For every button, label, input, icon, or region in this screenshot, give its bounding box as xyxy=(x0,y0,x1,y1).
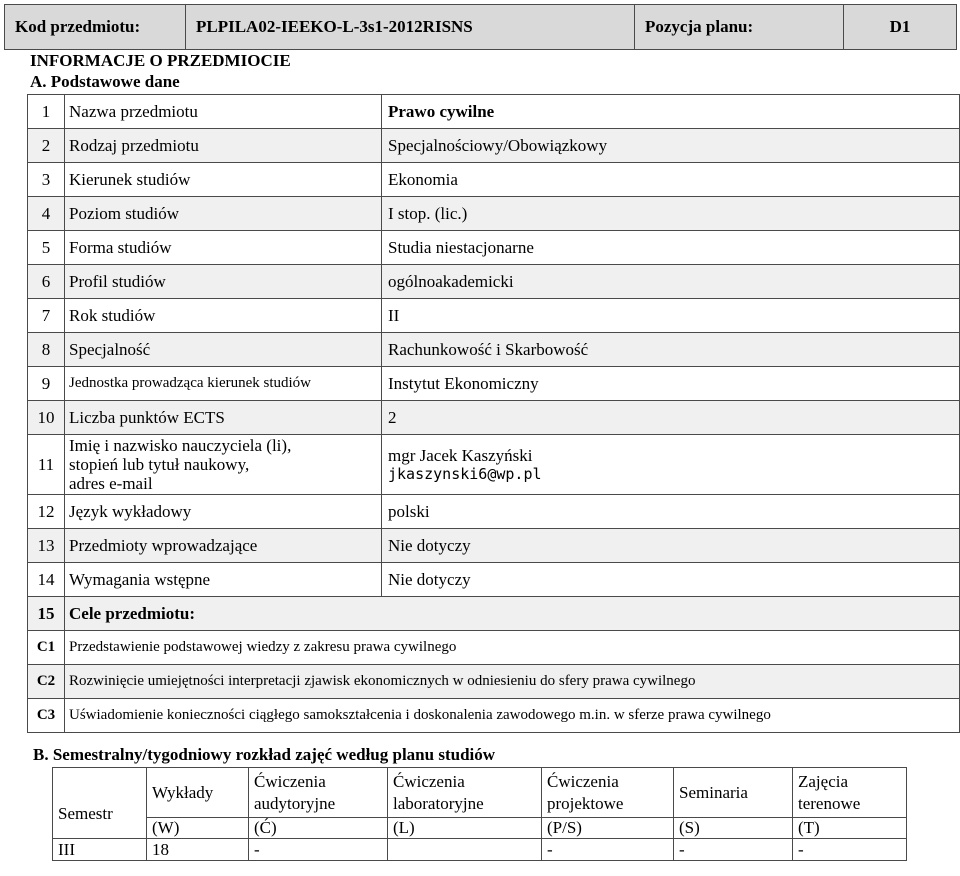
hours-cell: - xyxy=(674,839,793,861)
row-number: 9 xyxy=(28,367,65,401)
goal-text: Uświadomienie konieczności ciągłego samokształcenia i doskonalenia zawodowego m.in. w sferze prawa cywilnego xyxy=(65,699,960,733)
goal-code: C2 xyxy=(28,665,65,699)
row-value: Instytut Ekonomiczny xyxy=(382,367,960,401)
col-header-line1: Ćwiczenia xyxy=(254,771,326,791)
row-value: ogólnoakademicki xyxy=(382,265,960,299)
course-code-label: Kod przedmiotu: xyxy=(5,5,186,50)
table-row xyxy=(28,401,960,435)
row-label: Jednostka prowadząca kierunek studiów xyxy=(65,367,382,401)
goal-text: Rozwinięcie umiejętności interpretacji zjawisk ekonomicznych w odniesieniu do sfery prawa cywilnego xyxy=(65,665,960,699)
row-label: Poziom studiów xyxy=(65,197,382,231)
table-row xyxy=(28,563,960,597)
goal-text: Przedstawienie podstawowej wiedzy z zakresu prawa cywilnego xyxy=(65,631,960,665)
row-label: Nazwa przedmiotu xyxy=(65,95,382,129)
goal-row xyxy=(28,631,960,665)
row-label: Liczba punktów ECTS xyxy=(65,401,382,435)
row-number: 3 xyxy=(28,163,65,197)
hours-cell: 18 xyxy=(147,839,249,861)
table-row xyxy=(28,299,960,333)
teacher-row xyxy=(28,435,960,495)
row-number: 6 xyxy=(28,265,65,299)
schedule-col-header xyxy=(147,768,249,818)
table-row xyxy=(28,197,960,231)
col-header-line1: Wykłady xyxy=(152,782,214,802)
goal-code: C1 xyxy=(28,631,65,665)
hours-cell: - xyxy=(793,839,907,861)
goals-header-row xyxy=(28,597,960,631)
row-value: Studia niestacjonarne xyxy=(382,231,960,265)
row-value: Specjalnościowy/Obowiązkowy xyxy=(382,129,960,163)
row-value: II xyxy=(382,299,960,333)
hours-cell: - xyxy=(542,839,674,861)
section-info-heading: INFORMACJE O PRZEDMIOCIE xyxy=(30,51,291,70)
schedule-table xyxy=(52,767,907,861)
col-header-line2: audytoryjne xyxy=(254,793,336,813)
row-label: Profil studiów xyxy=(65,265,382,299)
teacher-email: jkaszynski6@wp.pl xyxy=(388,464,542,483)
table-row xyxy=(28,163,960,197)
col-header-line2: projektowe xyxy=(547,793,624,813)
plan-position-value: D1 xyxy=(844,5,957,50)
goal-row xyxy=(28,699,960,733)
section-a-heading: A. Podstawowe dane xyxy=(30,72,180,91)
row-number: 15 xyxy=(28,597,65,631)
row-value: polski xyxy=(382,495,960,529)
schedule-abbr-row xyxy=(53,818,907,839)
table-row xyxy=(28,265,960,299)
col-abbr: (T) xyxy=(793,818,907,839)
schedule-data-row xyxy=(53,839,907,861)
row-label: Przedmioty wprowadzające xyxy=(65,529,382,563)
plan-position-label: Pozycja planu: xyxy=(635,5,844,50)
row-label: Język wykładowy xyxy=(65,495,382,529)
row-label: Kierunek studiów xyxy=(65,163,382,197)
teacher-name: mgr Jacek Kaszyński xyxy=(388,445,533,465)
row-label: Rodzaj przedmiotu xyxy=(65,129,382,163)
schedule-header-row xyxy=(53,768,907,818)
teacher-value xyxy=(382,435,960,495)
table-row xyxy=(28,95,960,129)
row-label: Wymagania wstępne xyxy=(65,563,382,597)
header-table xyxy=(4,4,957,50)
row-value: Nie dotyczy xyxy=(382,529,960,563)
col-header-line2: terenowe xyxy=(798,793,861,813)
col-header-line1: Seminaria xyxy=(679,782,748,802)
schedule-col-header xyxy=(249,768,388,818)
col-abbr: (L) xyxy=(388,818,542,839)
row-number: 13 xyxy=(28,529,65,563)
col-abbr: (S) xyxy=(674,818,793,839)
semester-cell: III xyxy=(53,839,147,861)
row-number: 11 xyxy=(28,435,65,495)
goal-code: C3 xyxy=(28,699,65,733)
table-row xyxy=(28,529,960,563)
row-number: 2 xyxy=(28,129,65,163)
row-value: Rachunkowość i Skarbowość xyxy=(382,333,960,367)
row-number: 12 xyxy=(28,495,65,529)
col-abbr: (Ć) xyxy=(249,818,388,839)
course-code-value: PLPILA02-IEEKO-L-3s1-2012RISNS xyxy=(186,5,635,50)
row-value: Nie dotyczy xyxy=(382,563,960,597)
table-row xyxy=(28,129,960,163)
header-row xyxy=(5,5,957,50)
row-number: 4 xyxy=(28,197,65,231)
teacher-label-line: stopień lub tytuł naukowy, xyxy=(69,455,250,474)
schedule-col-header xyxy=(542,768,674,818)
teacher-label-line: adres e-mail xyxy=(69,474,153,493)
goal-row xyxy=(28,665,960,699)
hours-cell: - xyxy=(249,839,388,861)
row-value: I stop. (lic.) xyxy=(382,197,960,231)
table-row xyxy=(28,231,960,265)
table-row xyxy=(28,495,960,529)
col-header-line1: Zajęcia xyxy=(798,771,849,791)
table-row xyxy=(28,333,960,367)
teacher-label xyxy=(65,435,382,495)
goals-heading: Cele przedmiotu: xyxy=(65,597,960,631)
col-header-line2: laboratoryjne xyxy=(393,793,484,813)
row-number: 8 xyxy=(28,333,65,367)
basic-data-table xyxy=(27,94,960,733)
schedule-col-header xyxy=(674,768,793,818)
row-number: 7 xyxy=(28,299,65,333)
row-value: Ekonomia xyxy=(382,163,960,197)
row-number: 5 xyxy=(28,231,65,265)
table-row xyxy=(28,367,960,401)
col-header-line1: Ćwiczenia xyxy=(547,771,619,791)
col-abbr: (P/S) xyxy=(542,818,674,839)
semester-header: Semestr xyxy=(53,768,147,839)
row-number: 10 xyxy=(28,401,65,435)
teacher-label-line: Imię i nazwisko nauczyciela (li), xyxy=(69,436,292,455)
col-abbr: (W) xyxy=(147,818,249,839)
row-label: Rok studiów xyxy=(65,299,382,333)
row-number: 14 xyxy=(28,563,65,597)
schedule-col-header xyxy=(388,768,542,818)
schedule-col-header xyxy=(793,768,907,818)
row-value: 2 xyxy=(382,401,960,435)
row-number: 1 xyxy=(28,95,65,129)
row-label: Forma studiów xyxy=(65,231,382,265)
col-header-line1: Ćwiczenia xyxy=(393,771,465,791)
hours-cell xyxy=(388,839,542,861)
section-b-heading: B. Semestralny/tygodniowy rozkład zajęć według planu studiów xyxy=(33,745,496,764)
row-label: Specjalność xyxy=(65,333,382,367)
course-name-value: Prawo cywilne xyxy=(382,95,960,129)
